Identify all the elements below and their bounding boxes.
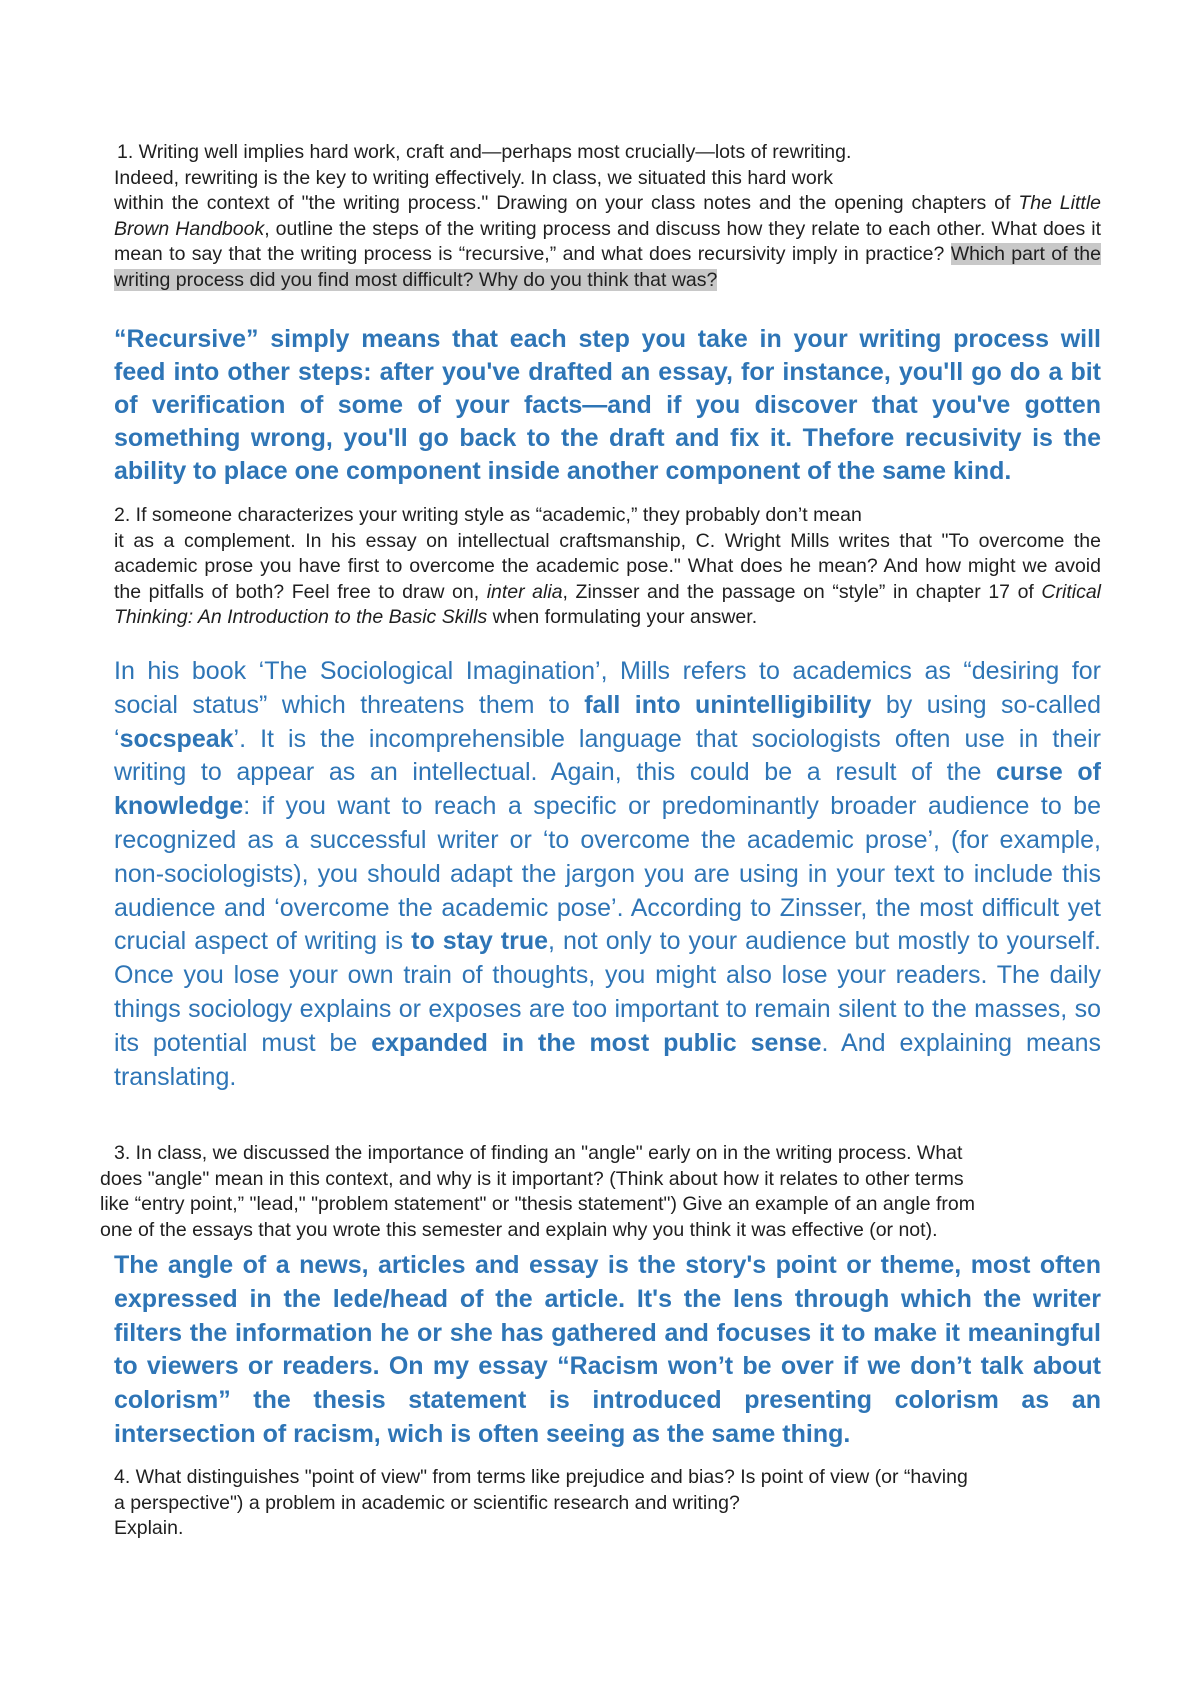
answer-2-emphasis-1: fall into unintelligibility (584, 690, 872, 719)
answer-2-emphasis-3: curse of knowledge (114, 758, 1101, 821)
question-3-line-3: like “entry point,” "lead," "problem statement" or "thesis statement") Give an example of an angle from (100, 1193, 976, 1215)
answer-2-text-2: by using so-called ‘ (114, 690, 1101, 753)
question-1 (114, 140, 1101, 293)
answer-2-text-5: , not only to your audience but mostly to yourself. Once you lose your own train of thoughts, you might also lose your readers. The daily things sociology explains or exposes are too important to remain silent to the masses, so its potential must be (114, 927, 1101, 1057)
answer-2-text-4: : if you want to reach a specific or predominantly broader audience to be recognized as a successful writer or ‘to overcome the academic prose’, (for example, non-sociologists), you should adapt the jargon you are using in your text to include this audience and ‘overcome the academic pose’. According to Zinsser, the most difficult yet crucial aspect of writing is (114, 792, 1101, 956)
question-1-body (114, 191, 1101, 293)
question-1-line-1: 1. Writing well implies hard work, craft and—perhaps most crucially—lots of rewriting. (117, 141, 852, 163)
answer-2-emphasis-4: to stay true (411, 927, 549, 956)
question-2 (114, 503, 1101, 631)
question-4-line-1: 4. What distinguishes "point of view" from terms like prejudice and bias? Is point of view (or “having (114, 1466, 968, 1488)
question-4-line-2: a perspective") a problem in academic or scientific research and writing? (114, 1491, 740, 1514)
answer-2-text-1: In his book ‘The Sociological Imagination’, Mills refers to academics as “desiring for social status” which threatens them to (114, 657, 1101, 719)
question-2-text-cont: , Zinsser and the passage on “style” in chapter 17 of (562, 580, 1042, 603)
inter-alia: inter alia (486, 580, 563, 603)
question-2-text: it as a complement. In his essay on intellectual craftsmanship, C. Wright Mills writes that "To overcome the academic prose you have first to overcome the academic pose." What does he mean? And how might we avoid the pitfalls of both? Feel free to draw on, (114, 529, 1101, 603)
question-2-line-1: 2. If someone characterizes your writing style as “academic,” they probably don’t mean (114, 504, 862, 526)
question-3-line-1: 3. In class, we discussed the importance of finding an "angle" early on in the writing process. What (114, 1142, 963, 1164)
answer-3: The angle of a news, articles and essay is the story's point or theme, most often expressed in the lede/head of the article. It's the lens through which the writer filters the information he or she has gathered and focuses it to make it meaningful to viewers or readers. On my essay “Racism won’t be over if we don’t talk about colorism” the thesis statement is introduced presenting colorism as an intersection of racism, wich is often seeing as the same thing. (114, 1251, 1101, 1448)
question-4 (114, 1465, 1101, 1542)
answer-1: “Recursive” simply means that each step you take in your writing process will feed into other steps: after you've drafted an essay, for instance, you'll go do a bit of verification of some of your facts—and if you discover that you've gotten something wrong, you'll go back to the draft and fix it. Thefore recusivity is the ability to place one component inside another component of the same kind. (114, 325, 1101, 485)
answer-2-emphasis-2: socspeak (119, 724, 234, 753)
question-2-text-end: when formulating your answer. (487, 606, 758, 628)
question-4-line-3: Explain. (114, 1517, 184, 1539)
answer-2-text-3: ’. It is the incomprehensible language that sociologists often use in their writing to appear as an intellectual. Again, this could be a result of the (114, 724, 1101, 787)
answer-2-emphasis-5: expanded in the most public sense (371, 1028, 822, 1057)
highlighted-question: Which part of the writing process did you find most difficult? Why do you think that was? (114, 243, 1101, 291)
question-1-text-cont: , outline the steps of the writing process and discuss how they relate to each other. What does it mean to say that the writing process is “recursive,” and what does recursivity imply in practice? (114, 217, 1101, 265)
question-3-line-4: one of the essays that you wrote this semester and explain why you think it was effective (or not). (100, 1218, 938, 1241)
question-1-line-2: Indeed, rewriting is the key to writing effectively. In class, we situated this hard work (114, 166, 833, 189)
question-2-body (114, 529, 1101, 631)
question-1-text: within the context of "the writing process." Drawing on your class notes and the opening chapters of (114, 192, 1019, 214)
answer-2-text-6: . And explaining means translating. (114, 1028, 1101, 1091)
book-title-critical-thinking: Critical Thinking: An Introduction to the Basic Skills (114, 580, 1101, 628)
answer-2 (114, 655, 1101, 1094)
question-3-line-2: does "angle" mean in this context, and why is it important? (Think about how it relates to other terms (100, 1167, 964, 1190)
question-3 (100, 1141, 1110, 1243)
book-title-little-brown: The Little Brown Handbook (114, 192, 1101, 240)
